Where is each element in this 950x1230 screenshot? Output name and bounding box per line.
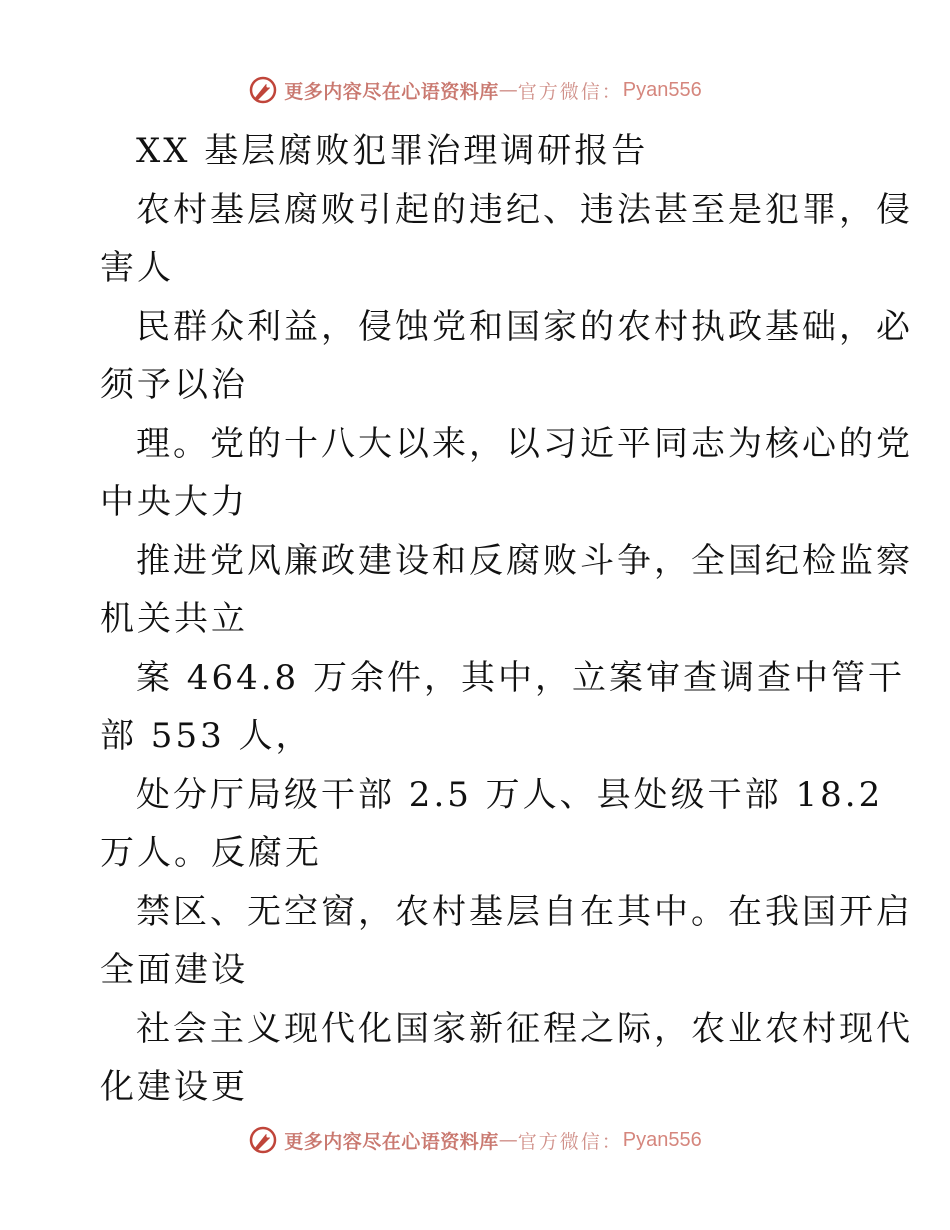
pen-nib-logo-icon bbox=[248, 75, 278, 105]
watermark-official-label: 官方微信： bbox=[517, 1130, 623, 1153]
watermark-handle: Pyan556 bbox=[622, 78, 702, 101]
paragraph-line: 机关共立 bbox=[100, 599, 248, 639]
paragraph-line: 推进党风廉政建设和反腐败斗争，全国纪检监察 bbox=[136, 540, 913, 581]
document-body bbox=[100, 122, 913, 1117]
pen-nib-logo-icon bbox=[248, 1125, 278, 1155]
watermark-separator: — bbox=[498, 1129, 518, 1151]
paragraph-line: 社会主义现代化国家新征程之际，农业农村现代 bbox=[136, 1008, 913, 1049]
paragraph-line: 禁区、无空窗，农村基层自在其中。在我国开启 bbox=[136, 891, 913, 932]
watermark-official-label: 官方微信： bbox=[517, 80, 623, 103]
paragraph-line: 全面建设 bbox=[100, 950, 248, 990]
paragraph-line: 部 553 人， bbox=[100, 716, 313, 756]
paragraph-line: 民群众利益，侵蚀党和国家的农村执政基础，必 bbox=[136, 306, 913, 347]
footer-watermark-banner bbox=[0, 1120, 950, 1160]
paragraph-line: 案 464.8 万余件，其中，立案审查调查中管干 bbox=[136, 657, 905, 698]
watermark-brand-text: 更多内容尽在心语资料库 bbox=[284, 80, 499, 103]
watermark-separator: — bbox=[498, 79, 518, 101]
paragraph-line: 害人 bbox=[100, 248, 174, 288]
watermark-brand-text: 更多内容尽在心语资料库 bbox=[284, 1130, 499, 1153]
header-watermark-banner bbox=[0, 70, 950, 110]
paragraph-line: 处分厅局级干部 2.5 万人、县处级干部 18.2 bbox=[136, 774, 884, 815]
watermark-handle: Pyan556 bbox=[622, 1128, 702, 1151]
paragraph-line: 中央大力 bbox=[100, 482, 248, 522]
paragraph-line: 须予以治 bbox=[100, 365, 248, 405]
paragraph-line: 理。党的十八大以来，以习近平同志为核心的党 bbox=[136, 423, 913, 464]
paragraph-line: 化建设更 bbox=[100, 1067, 248, 1107]
document-title: XX 基层腐败犯罪治理调研报告 bbox=[136, 131, 649, 171]
paragraph-line: 万人。反腐无 bbox=[100, 833, 322, 873]
paragraph-line: 农村基层腐败引起的违纪、违法甚至是犯罪，侵 bbox=[136, 189, 913, 230]
